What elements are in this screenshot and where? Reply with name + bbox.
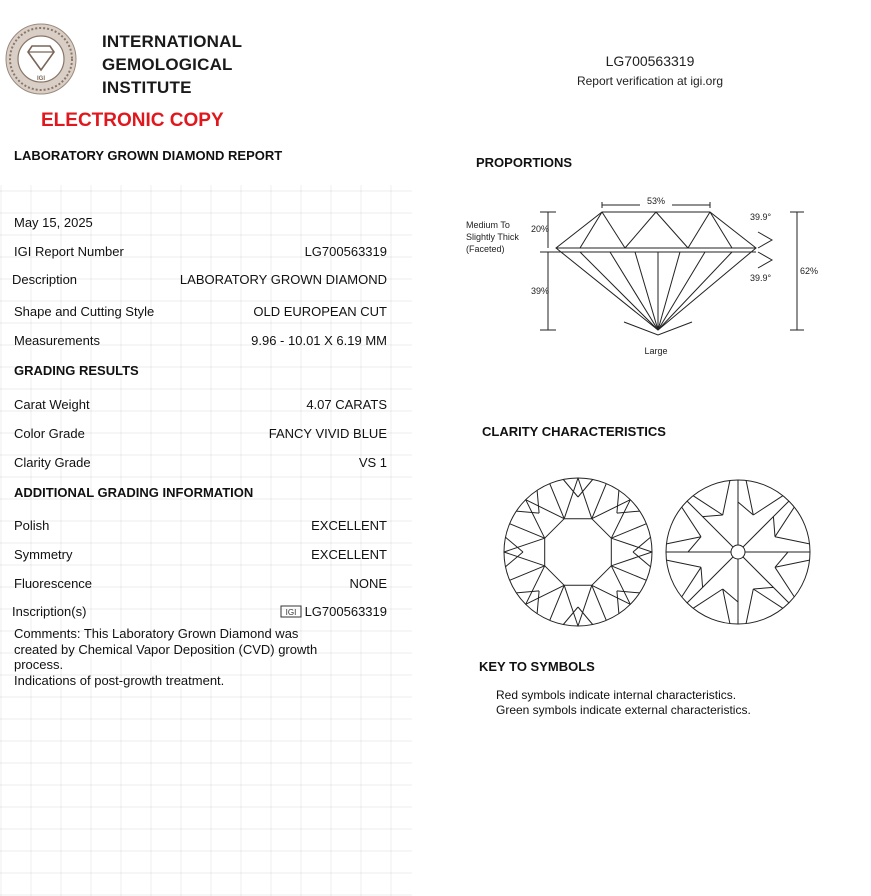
facet-line	[526, 500, 565, 519]
crown-height: 20%	[530, 224, 550, 234]
facet-line	[592, 585, 607, 620]
facet-line	[611, 566, 646, 581]
facet-line	[563, 607, 578, 625]
grading-row-carat	[14, 397, 387, 415]
proportions-diagram	[460, 190, 820, 365]
facet-line	[526, 585, 565, 604]
clarity-plot-diagrams	[500, 476, 820, 630]
additional-row-polish	[14, 518, 387, 536]
svg-text:IGI: IGI	[36, 76, 46, 82]
verification-link[interactable]: Report verification at igi.org	[576, 74, 724, 88]
facet-line	[537, 490, 539, 513]
facet-line	[687, 557, 733, 603]
facet-line	[545, 566, 565, 586]
additional-row-fluorescence	[14, 576, 387, 594]
facet-line	[703, 515, 723, 517]
proportions-heading: PROPORTIONS	[476, 155, 573, 170]
detail-row-measurements	[14, 333, 387, 351]
facet-line	[617, 490, 619, 513]
grading-row-color	[14, 426, 387, 444]
key-line-internal: Red symbols indicate internal characteristics.	[496, 688, 737, 702]
institute-name	[102, 30, 242, 99]
facet-line	[611, 500, 630, 539]
facet-line	[611, 524, 646, 539]
detail-label: IGI Report Number	[14, 244, 124, 259]
grading-label: Clarity Grade	[14, 455, 91, 470]
facet-line	[743, 557, 789, 603]
institute-line-3: INSTITUTE	[102, 78, 192, 97]
grading-value: FANCY VIVID BLUE	[268, 426, 387, 441]
facet-line	[564, 478, 578, 519]
detail-value: OLD EUROPEAN CUT	[253, 304, 387, 319]
facet-line	[526, 566, 545, 605]
crown-angle: 39.9°	[750, 212, 772, 222]
facet-line	[633, 552, 651, 567]
facet-line	[743, 501, 789, 547]
facet-line	[592, 519, 612, 539]
facet-line	[550, 484, 565, 519]
facet-line	[504, 538, 545, 552]
svg-text:IGI: IGI	[285, 608, 296, 617]
additional-label: Fluorescence	[14, 576, 93, 591]
total-depth: 62%	[800, 266, 819, 276]
facet-line	[592, 500, 631, 519]
facet-line	[592, 585, 631, 604]
electronic-copy-label: ELECTRONIC COPY	[41, 110, 224, 131]
additional-value: NONE	[349, 576, 387, 591]
additional-row-inscription	[14, 604, 387, 622]
facet-line	[506, 552, 524, 567]
additional-row-symmetry	[14, 547, 387, 565]
pavilion-angle: 39.9°	[750, 273, 772, 283]
facet-line	[537, 591, 539, 614]
key-to-symbols-text	[496, 688, 751, 717]
facet-line	[633, 537, 651, 552]
facet-line	[510, 524, 545, 539]
institute-line-1: INTERNATIONAL	[102, 32, 243, 51]
detail-label: Description	[12, 272, 78, 287]
grading-value: VS 1	[358, 455, 387, 470]
girdle-line-3: (Faceted)	[466, 244, 505, 254]
igi-seal-logo	[4, 22, 78, 96]
security-watermark-background	[0, 185, 412, 896]
grading-label: Carat Weight	[14, 397, 90, 412]
facet-line	[667, 560, 702, 567]
comment-line: process.	[14, 657, 64, 672]
pavilion-plot-diagram	[666, 480, 810, 624]
facet-line	[775, 537, 810, 544]
grading-label: Color Grade	[14, 426, 85, 441]
facet-line	[578, 585, 592, 626]
report-date: May 15, 2025	[14, 215, 93, 230]
crown-plot-diagram	[504, 478, 652, 626]
key-line-external: Green symbols indicate external characteristics.	[496, 702, 751, 717]
detail-value: LABORATORY GROWN DIAMOND	[179, 272, 387, 287]
facet-line	[611, 566, 630, 605]
facet-line	[773, 517, 775, 537]
additional-label: Inscription(s)	[12, 604, 87, 619]
detail-row-report-number	[14, 244, 387, 262]
facet-line	[564, 585, 578, 626]
facet-line	[578, 607, 593, 625]
key-to-symbols-heading: KEY TO SYMBOLS	[479, 659, 595, 674]
detail-label: Shape and Cutting Style	[14, 304, 155, 319]
detail-row-description	[14, 272, 387, 290]
facet-line	[687, 501, 733, 547]
facet-line	[746, 589, 753, 624]
facet-line	[550, 585, 565, 620]
facet-line	[510, 566, 545, 581]
facet-line	[617, 591, 640, 593]
culet-size: Large	[644, 346, 668, 356]
facet-line	[592, 566, 612, 586]
pavilion-depth: 39%	[530, 286, 550, 296]
grading-results-heading: GRADING RESULTS	[14, 363, 139, 378]
facet-line	[592, 484, 607, 519]
detail-label: Measurements	[14, 333, 100, 348]
report-title: LABORATORY GROWN DIAMOND REPORT	[14, 148, 283, 163]
facet-line	[617, 591, 619, 614]
facet-line	[611, 552, 652, 566]
girdle-line-2: Slightly Thick	[466, 232, 519, 242]
igi-inscription-logo-icon	[280, 604, 302, 618]
diamond-profile-outline	[556, 212, 756, 330]
girdle-line-1: Medium To	[466, 220, 510, 230]
inscription-value: LG700563319	[304, 604, 387, 619]
additional-label: Polish	[14, 518, 50, 533]
detail-row-shape	[14, 304, 387, 322]
facet-line	[506, 537, 524, 552]
comments-block	[14, 626, 384, 688]
facet-line	[516, 591, 539, 593]
facet-line	[578, 480, 593, 498]
facet-line	[526, 500, 545, 539]
facet-line	[563, 480, 578, 498]
facet-line	[516, 511, 539, 513]
comment-line: Comments: This Laboratory Grown Diamond was	[14, 626, 299, 641]
facet-line	[723, 481, 730, 516]
facet-line	[578, 478, 592, 519]
additional-value: EXCELLENT	[311, 518, 387, 533]
report-date-row	[14, 215, 387, 233]
additional-value: EXCELLENT	[311, 547, 387, 562]
detail-value: LG700563319	[304, 244, 387, 259]
facet-line	[753, 587, 773, 589]
additional-label: Symmetry	[14, 547, 73, 562]
institute-line-2: GEMOLOGICAL	[102, 55, 233, 74]
facet-line	[504, 552, 545, 566]
table-percent: 53%	[646, 196, 666, 206]
detail-value: 9.96 - 10.01 X 6.19 MM	[251, 333, 387, 348]
header-report-number: LG700563319	[605, 53, 695, 69]
additional-grading-heading: ADDITIONAL GRADING INFORMATION	[14, 485, 254, 500]
facet-line	[545, 519, 565, 539]
comment-line: created by Chemical Vapor Deposition (CVD) growth	[14, 641, 318, 657]
clarity-heading: CLARITY CHARACTERISTICS	[482, 424, 666, 439]
facet-line	[617, 511, 640, 513]
facet-line	[701, 567, 703, 587]
facet-line	[611, 538, 652, 552]
grading-value: 4.07 CARATS	[306, 397, 387, 412]
grading-row-clarity	[14, 455, 387, 473]
comment-line: Indications of post-growth treatment.	[14, 672, 225, 688]
additional-value	[280, 604, 387, 619]
